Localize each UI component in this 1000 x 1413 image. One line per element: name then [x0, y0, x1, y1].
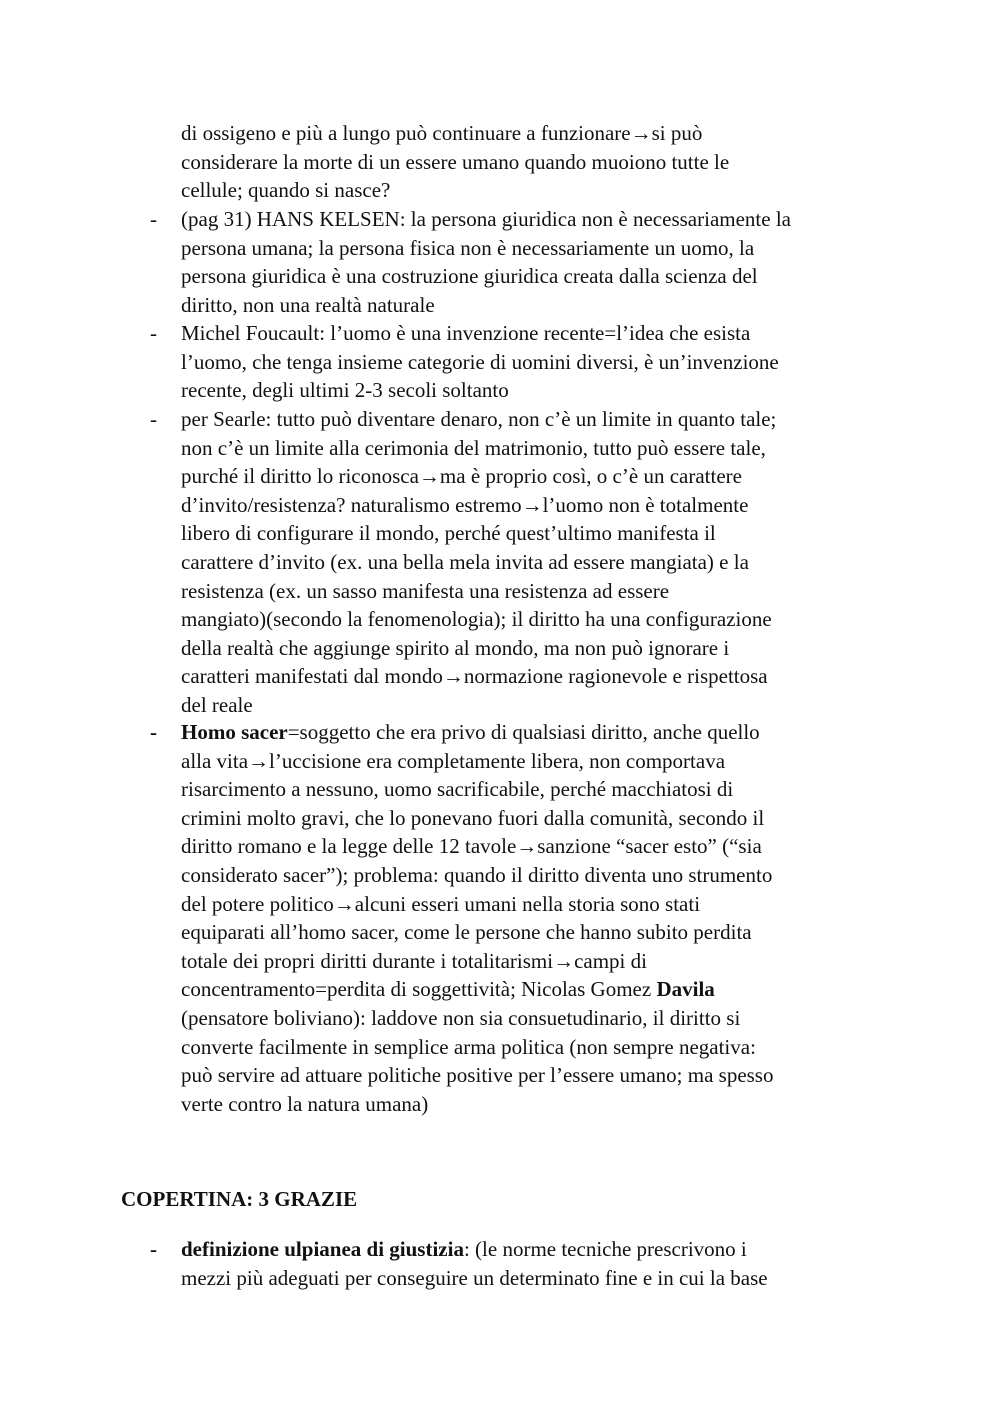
text-fragment: concentramento=perdita di soggettività; Nicolas Gomez [181, 977, 657, 1002]
text-line: diritto, non una realtà naturale [181, 292, 435, 317]
text-line: considerato sacer”); problema: quando il diritto diventa uno strumento [181, 862, 773, 887]
bold-term: Homo sacer [181, 720, 288, 744]
text-line: della realtà che aggiunge spirito al mondo, ma non può ignorare i [181, 635, 730, 660]
bullet-dash: - [150, 720, 157, 744]
text-line: totale dei propri diritti durante i totalitarismi→campi di [181, 948, 647, 973]
text-line: verte contro la natura umana) [181, 1091, 429, 1116]
text-line: resistenza (ex. un sasso manifesta una resistenza ad essere [181, 578, 670, 603]
list-item-body [181, 718, 773, 1118]
bullet-dash: - [150, 1237, 157, 1261]
list-item-body [181, 1235, 768, 1292]
text-line: persona umana; la persona fisica non è necessariamente un uomo, la [181, 235, 755, 260]
text-line: caratteri manifestati dal mondo→normazione ragionevole e rispettosa [181, 664, 768, 689]
text-line: l’uomo, che tenga insieme categorie di uomini diversi, è un’invenzione [181, 349, 779, 374]
text-line: libero di configurare il mondo, perché quest’ultimo manifesta il [181, 521, 716, 546]
text-line: del reale [181, 692, 253, 717]
text-line [181, 718, 773, 747]
list-item-body [181, 319, 779, 405]
text-line: di ossigeno e più a lungo può continuare a funzionare→si può [181, 121, 703, 145]
text-line: crimini molto gravi, che lo ponevano fuori dalla comunità, secondo il [181, 805, 765, 830]
text-line: può servire ad attuare politiche positive per l’essere umano; ma spesso [181, 1063, 774, 1088]
text-fragment: =soggetto che era privo di qualsiasi diritto, anche quello [287, 720, 760, 744]
bullet-dash: - [150, 207, 157, 231]
text-line: diritto romano e la legge delle 12 tavole→sanzione “sacer esto” (“sia [181, 834, 762, 859]
text-line: (pensatore boliviano): laddove non sia consuetudinario, il diritto si [181, 1005, 741, 1030]
bullet-dash: - [150, 321, 157, 345]
text-line [181, 1235, 768, 1264]
text-line: alla vita→l’uccisione era completamente libera, non comportava [181, 748, 726, 773]
text-line: per Searle: tutto può diventare denaro, non c’è un limite in quanto tale; [181, 407, 777, 431]
text-line: carattere d’invito (ex. una bella mela invita ad essere mangiata) e la [181, 549, 749, 574]
text-line: d’invito/resistenza? naturalismo estremo→l’uomo non è totalmente [181, 492, 749, 517]
list-item-body [181, 205, 791, 319]
text-line: purché il diritto lo riconosca→ma è proprio così, o c’è un carattere [181, 464, 742, 489]
text-line: Michel Foucault: l’uomo è una invenzione recente=l’idea che esista [181, 321, 751, 345]
text-line: (pag 31) HANS KELSEN: la persona giuridica non è necessariamente la [181, 207, 791, 231]
list-item-body [181, 405, 776, 720]
text-line: persona giuridica è una costruzione giuridica creata dalla scienza del [181, 264, 758, 289]
bold-term: definizione ulpianea di giustizia [181, 1237, 464, 1261]
text-line: del potere politico→alcuni esseri umani nella storia sono stati [181, 891, 701, 916]
text-line: mangiato)(secondo la fenomenologia); il diritto ha una configurazione [181, 607, 772, 632]
text-line: mezzi più adeguati per conseguire un determinato fine e in cui la base [181, 1265, 768, 1290]
text-line: cellule; quando si nasce? [181, 178, 391, 203]
bold-term: Davila [656, 977, 715, 1002]
bullet-dash: - [150, 407, 157, 431]
text-line: considerare la morte di un essere umano quando muoiono tutte le [181, 149, 730, 174]
text-line: converte facilmente in semplice arma politica (non sempre negativa: [181, 1034, 756, 1059]
text-line: risarcimento a nessuno, uomo sacrificabile, perché macchiatosi di [181, 777, 734, 802]
text-line: equiparati all’homo sacer, come le persone che hanno subito perdita [181, 920, 752, 945]
text-line: recente, degli ultimi 2-3 secoli soltanto [181, 378, 509, 403]
continuation-paragraph [181, 119, 729, 205]
text-line: non c’è un limite alla cerimonia del matrimonio, tutto può essere tale, [181, 435, 766, 460]
section-heading: COPERTINA: 3 GRAZIE [121, 1187, 358, 1211]
text-fragment: : (le norme tecniche prescrivono i [463, 1237, 747, 1261]
text-line [181, 975, 773, 1004]
